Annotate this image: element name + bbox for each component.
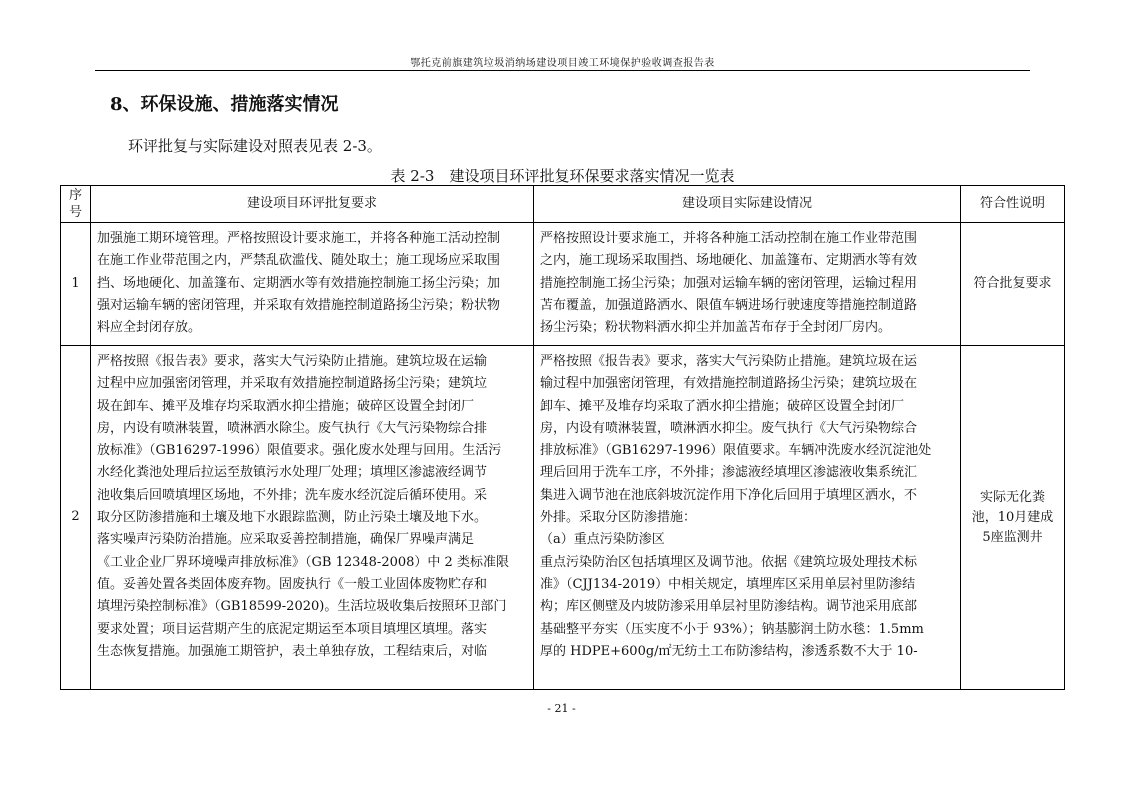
text-line: 理后回用于洗车工序，不外排；渗滤液经填埋区渗滤液收集系统汇 <box>540 465 918 481</box>
text-line: 厚的 HDPE+600g/㎡无纺土工布防渗结构，渗透系数不大于 10- <box>540 643 918 659</box>
row-number: 1 <box>61 223 91 346</box>
text-line: 房，内设有喷淋装置，喷淋洒水抑尘。废气执行《大气污染物综合 <box>540 420 918 436</box>
text-line: 符合批复要求 <box>973 276 1052 291</box>
text-line: 5座监测井 <box>982 529 1043 545</box>
text-line: 填埋污染控制标准》（GB18599-2020)。生活垃圾收集后按照环卫部门 <box>97 599 507 615</box>
text-line: 池，10月建成 <box>971 509 1054 525</box>
text-line: 落实噪声污染防治措施。应采取妥善控制措施，确保厂界噪声满足 <box>97 532 475 548</box>
actual-cell <box>534 223 961 346</box>
note-cell <box>961 346 1065 690</box>
text-line: 《工业企业厂界环境噪声排放标准》（GB 12348-2008）中 2 类标准限 <box>97 554 509 570</box>
text-line: 措施控制施工扬尘污染；加强对运输车辆的密闭管理，运输过程用 <box>540 275 918 291</box>
text-line: 强对运输车辆的密闭管理，并采取有效措施控制道路扬尘污染；粉状物 <box>97 297 501 313</box>
text-line: 之内，施工现场采取围挡、场地硬化、加盖篷布、定期洒水等有效 <box>540 253 918 269</box>
text-line: 准》（CJJ134-2019）中相关规定，填埋库区采用单层衬里防渗结 <box>540 576 916 592</box>
requirement-cell <box>91 223 534 346</box>
header-note: 符合性说明 <box>961 186 1065 223</box>
text-line: （a）重点污染防渗区 <box>540 532 665 548</box>
text-line: 排放标准》（GB16297-1996）限值要求。车辆冲洗废水经沉淀池处 <box>540 443 932 459</box>
text-line: 输过程中加强密闭管理，有效措施控制道路扬尘污染；建筑垃圾在 <box>540 376 918 392</box>
text-line: 严格按照《报告表》要求，落实大气污染防止措施。建筑垃圾在运输 <box>97 354 488 369</box>
text-line: 外排。采取分区防渗措施： <box>540 510 697 526</box>
note-cell <box>961 223 1065 346</box>
actual-cell <box>534 346 961 690</box>
text-line: 水经化粪池处理后拉运至敖镇污水处理厂处理；填埋区渗滤液经调节 <box>97 465 488 481</box>
header-requirement: 建设项目环评批复要求 <box>91 186 534 223</box>
text-line: 生态恢复措施。加强施工期管护，表土单独存放，工程结束后，对临 <box>97 643 488 659</box>
requirement-cell <box>91 346 534 690</box>
text-line: 构；库区侧壁及内坡防渗采用单层衬里防渗结构。调节池采用底部 <box>540 599 918 615</box>
text-line: 加强施工期环境管理。严格按照设计要求施工，并将各种施工活动控制 <box>97 231 501 246</box>
section-title: 8、环保设施、措施落实情况 <box>110 94 339 115</box>
header-no <box>61 186 91 223</box>
header-no-line-1: 序 <box>68 188 82 203</box>
text-line: 池收集后回喷填埋区场地，不外排；洗车废水经沉淀后循环使用。采 <box>97 487 488 503</box>
text-line: 过程中应加强密闭管理，并采取有效措施控制道路扬尘污染；建筑垃 <box>97 376 488 392</box>
table-row <box>61 346 1065 690</box>
text-line: 在施工作业带范围之内，严禁乱砍滥伐、随处取土；施工现场应采取围 <box>97 253 501 269</box>
row-number: 2 <box>61 346 91 690</box>
text-line: 苫布覆盖，加强道路洒水、限值车辆进场行驶速度等措施控制道路 <box>540 297 918 313</box>
table-caption: 表 2-3 建设项目环评批复环保要求落实情况一览表 <box>390 167 735 185</box>
text-line: 卸车、摊平及堆存均采取了洒水抑尘措施；破碎区设置全封闭厂 <box>540 398 905 414</box>
header-rule <box>95 70 1030 71</box>
intro-text: 环评批复与实际建设对照表见表 2-3。 <box>128 137 382 155</box>
text-line: 放标准》（GB16297-1996）限值要求。强化废水处理与回用。生活污 <box>97 443 502 459</box>
text-line: 实际无化粪 <box>979 489 1045 505</box>
text-line: 圾在卸车、摊平及堆存均采取洒水抑尘措施；破碎区设置全封闭厂 <box>97 398 475 414</box>
table-header-row <box>61 186 1065 223</box>
text-line: 料应全封闭存放。 <box>97 320 202 336</box>
text-line: 基础整平夯实（压实度不小于 93%）；钠基膨润土防水毯：1.5mm <box>540 621 924 637</box>
text-line: 取分区防渗措施和土壤及地下水跟踪监测，防止污染土壤及地下水。 <box>97 510 488 526</box>
header-no-line-2: 号 <box>68 205 82 220</box>
text-line: 严格按照设计要求施工，并将各种施工活动控制在施工作业带范围 <box>540 231 918 246</box>
text-line: 集进入调节池在池底斜坡沉淀作用下净化后回用于填埋区洒水，不 <box>540 487 918 503</box>
text-line: 值。妥善处置各类固体废弃物。固废执行《一般工业固体废物贮存和 <box>97 576 488 592</box>
text-line: 要求处置；项目运营期产生的底泥定期运至本项目填埋区填埋。落实 <box>97 621 488 637</box>
text-line: 重点污染防治区包括填埋区及调节池。依据《建筑垃圾处理技术标 <box>540 554 918 570</box>
text-line: 挡、场地硬化、加盖篷布、定期洒水等有效措施控制施工扬尘污染；加 <box>97 275 501 291</box>
page-number: - 21 - <box>547 702 576 715</box>
text-line: 扬尘污染；粉状物料洒水抑尘并加盖苫布存于全封闭厂房内。 <box>540 320 892 336</box>
text-line: 严格按照《报告表》要求，落实大气污染防止措施。建筑垃圾在运 <box>540 354 918 369</box>
running-header: 鄂托克前旗建筑垃圾消纳场建设项目竣工环境保护验收调查报告表 <box>410 58 715 69</box>
compliance-table <box>60 185 1065 690</box>
header-actual: 建设项目实际建设情况 <box>534 186 961 223</box>
text-line: 房，内设有喷淋装置，喷淋洒水除尘。废气执行《大气污染物综合排 <box>97 420 488 436</box>
table-row <box>61 223 1065 346</box>
